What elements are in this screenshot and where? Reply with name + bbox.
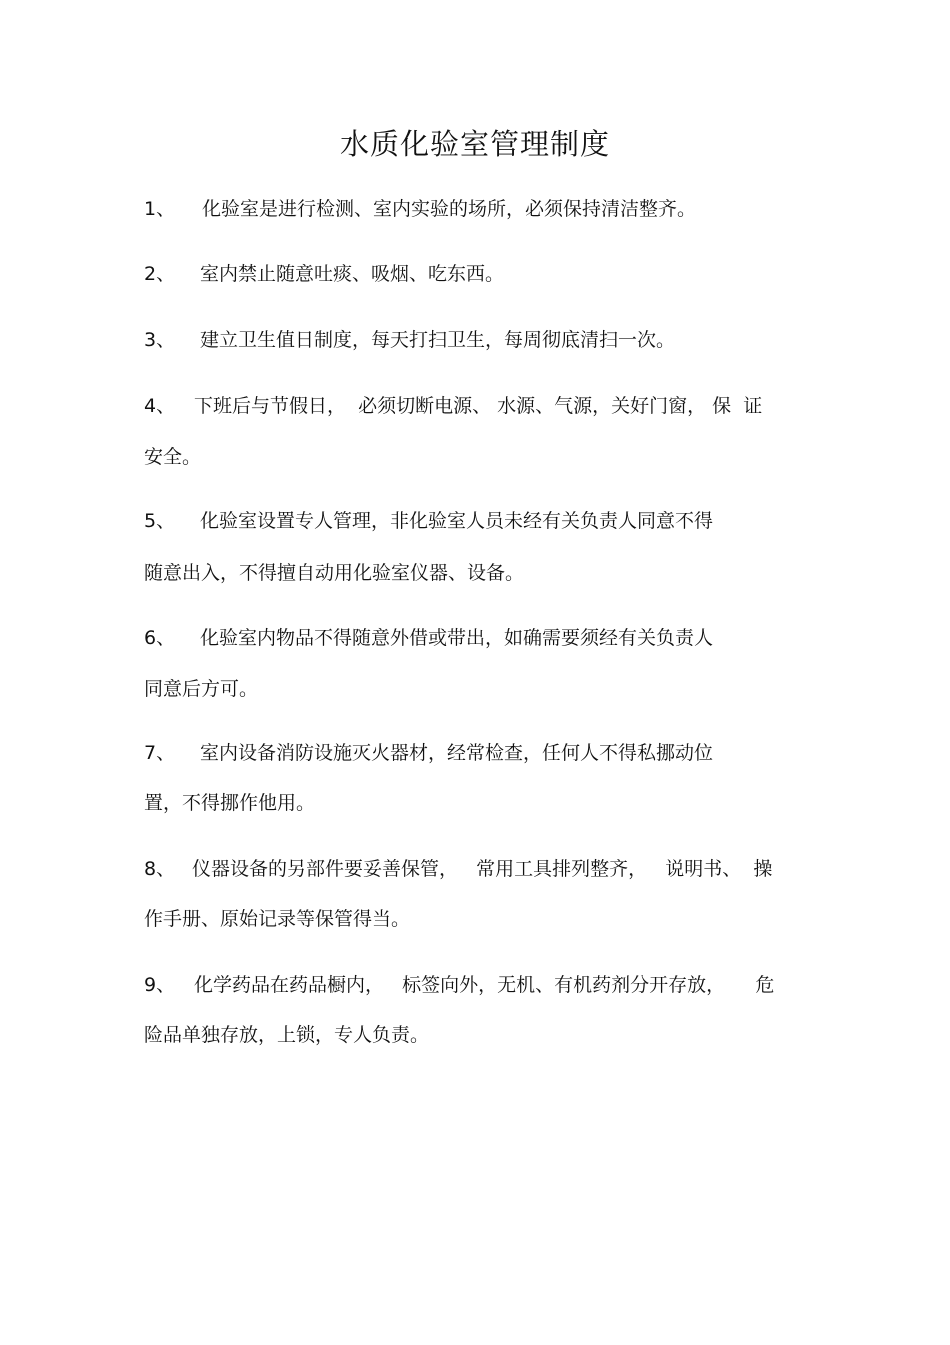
document-title: 水质化验室管理制度 bbox=[339, 127, 610, 161]
item-text: 建立卫生值日制度，每天打扫卫生，每周彻底清扫一次。 bbox=[200, 329, 676, 351]
item-text: 化验室设置专人管理，非化验室人员未经有关负责人同意不得 bbox=[200, 510, 714, 532]
item-number: 5、 bbox=[144, 510, 176, 532]
list-item bbox=[144, 196, 697, 222]
item-number: 6、 bbox=[144, 627, 176, 649]
item-text: 下班后与节假日， 必须切断电源、 水源、气源，关好门窗， 保 证 bbox=[194, 395, 763, 417]
list-item bbox=[144, 740, 714, 766]
list-item bbox=[144, 261, 505, 287]
item-continuation: 险品单独存放，上锁，专人负责。 bbox=[144, 1024, 430, 1046]
item-text: 化学药品在药品橱内， 标签向外，无机、有机药剂分开存放， 危 bbox=[194, 974, 775, 996]
list-item bbox=[144, 327, 676, 353]
item-text: 仪器设备的另部件要妥善保管， 常用工具排列整齐， 说明书、 操 bbox=[192, 858, 773, 880]
item-text: 室内设备消防设施灭火器材，经常检查，任何人不得私挪动位 bbox=[200, 742, 714, 764]
item-continuation: 置，不得挪作他用。 bbox=[144, 792, 316, 814]
item-number: 4、 bbox=[144, 395, 176, 417]
list-item bbox=[144, 856, 773, 882]
item-continuation: 随意出入，不得擅自动用化验室仪器、设备。 bbox=[144, 562, 525, 584]
list-item bbox=[144, 508, 714, 534]
item-number: 2、 bbox=[144, 263, 176, 285]
item-continuation: 安全。 bbox=[144, 446, 202, 468]
item-number: 8、 bbox=[144, 858, 176, 880]
item-continuation: 同意后方可。 bbox=[144, 678, 259, 700]
list-item bbox=[144, 625, 714, 651]
item-number: 7、 bbox=[144, 742, 176, 764]
list-item bbox=[144, 393, 763, 419]
item-number: 1、 bbox=[144, 198, 176, 220]
item-continuation: 作手册、原始记录等保管得当。 bbox=[144, 908, 411, 930]
list-item bbox=[144, 972, 775, 998]
item-text: 化验室是进行检测、室内实验的场所，必须保持清洁整齐。 bbox=[202, 198, 697, 220]
item-number: 9、 bbox=[144, 974, 176, 996]
item-text: 化验室内物品不得随意外借或带出，如确需要须经有关负责人 bbox=[200, 627, 714, 649]
item-text: 室内禁止随意吐痰、吸烟、吃东西。 bbox=[200, 263, 505, 285]
item-number: 3、 bbox=[144, 329, 176, 351]
